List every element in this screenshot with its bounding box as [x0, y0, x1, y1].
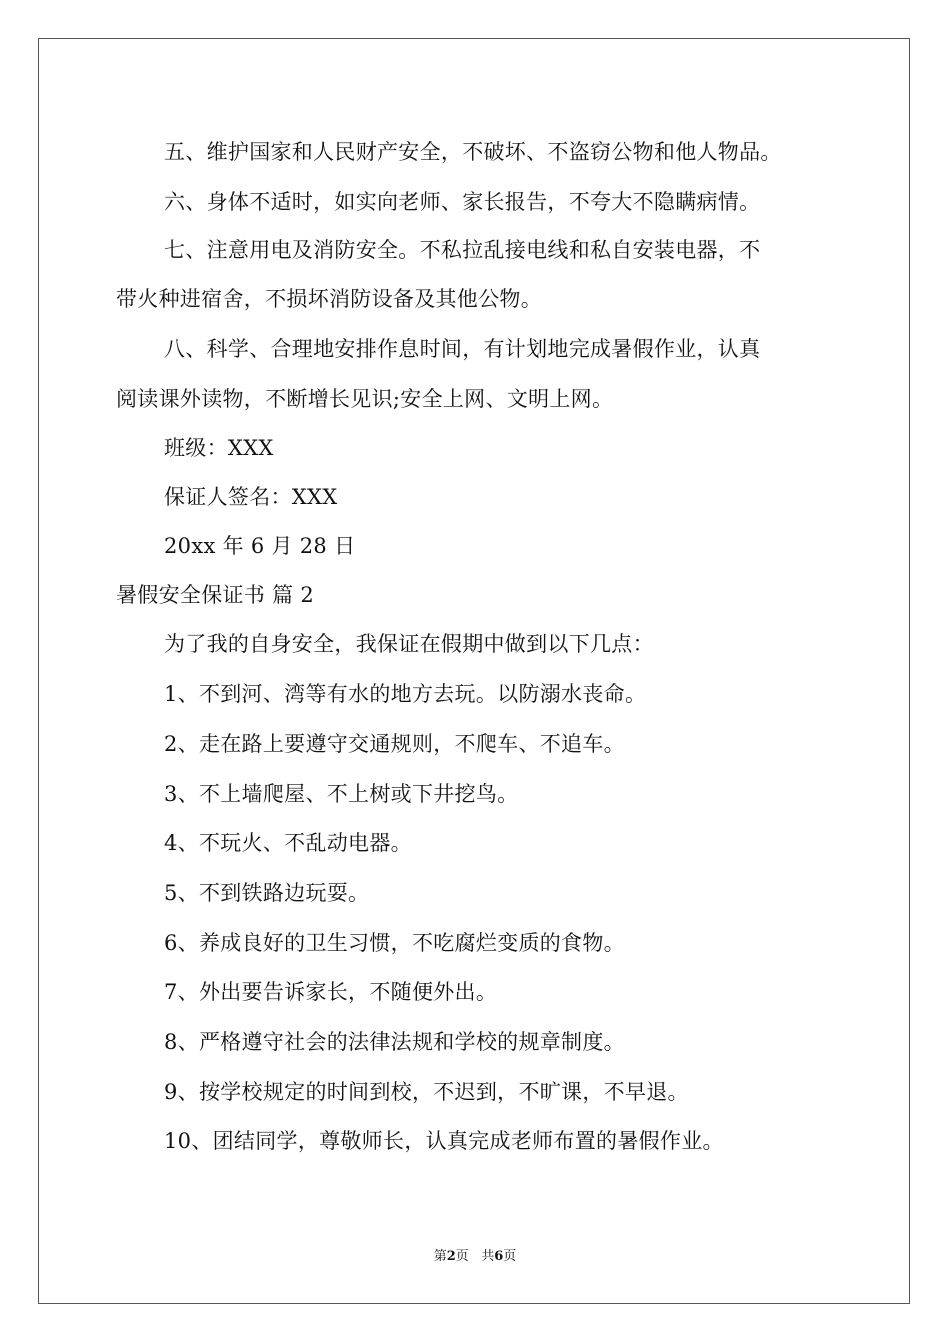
list-item: 4、不玩火、不乱动电器。: [164, 831, 412, 855]
list-item: 9、按学校规定的时间到校，不迟到，不旷课，不早退。: [164, 1080, 689, 1104]
section-title: 暑假安全保证书 篇 2: [116, 583, 315, 607]
paragraph-line: 带火种进宿舍，不损坏消防设备及其他公物。: [116, 287, 542, 311]
list-item: 6、养成良好的卫生习惯，不吃腐烂变质的食物。: [164, 931, 625, 955]
footer-suffix: 页: [503, 1249, 517, 1264]
paragraph-line: 阅读课外读物，不断增长见识;安全上网、文明上网。: [116, 387, 614, 411]
total-page-number: 6: [494, 1249, 504, 1264]
paragraph-line: 八、科学、合理地安排作息时间，有计划地完成暑假作业，认真: [164, 337, 761, 361]
list-item: 1、不到河、湾等有水的地方去玩。以防溺水丧命。: [164, 682, 647, 706]
paragraph-line: 七、注意用电及消防安全。不私拉乱接电线和私自安装电器，不: [164, 238, 761, 262]
list-item: 3、不上墙爬屋、不上树或下井挖鸟。: [164, 782, 519, 806]
page-border: [38, 38, 910, 1304]
footer-mid: 页 共: [455, 1249, 495, 1264]
paragraph-line: 为了我的自身安全，我保证在假期中做到以下几点：: [164, 632, 654, 656]
date-line: 20xx 年 6 月 28 日: [164, 534, 356, 558]
paragraph-line: 五、维护国家和人民财产安全，不破坏、不盗窃公物和他人物品。: [164, 140, 782, 164]
list-item: 7、外出要告诉家长，不随便外出。: [164, 980, 498, 1004]
list-item: 2、走在路上要遵守交通规则，不爬车、不追车。: [164, 732, 625, 756]
signature-line: 保证人签名：XXX: [164, 485, 338, 509]
paragraph-line: 六、身体不适时，如实向老师、家长报告，不夸大不隐瞒病情。: [164, 190, 761, 214]
page-footer: [0, 1248, 950, 1266]
footer-prefix: 第: [433, 1249, 447, 1264]
current-page-number: 2: [446, 1249, 456, 1264]
class-line: 班级：XXX: [164, 436, 274, 460]
list-item: 5、不到铁路边玩耍。: [164, 881, 370, 905]
list-item: 8、严格遵守社会的法律法规和学校的规章制度。: [164, 1030, 625, 1054]
list-item: 10、团结同学，尊敬师长，认真完成老师布置的暑假作业。: [164, 1129, 724, 1153]
